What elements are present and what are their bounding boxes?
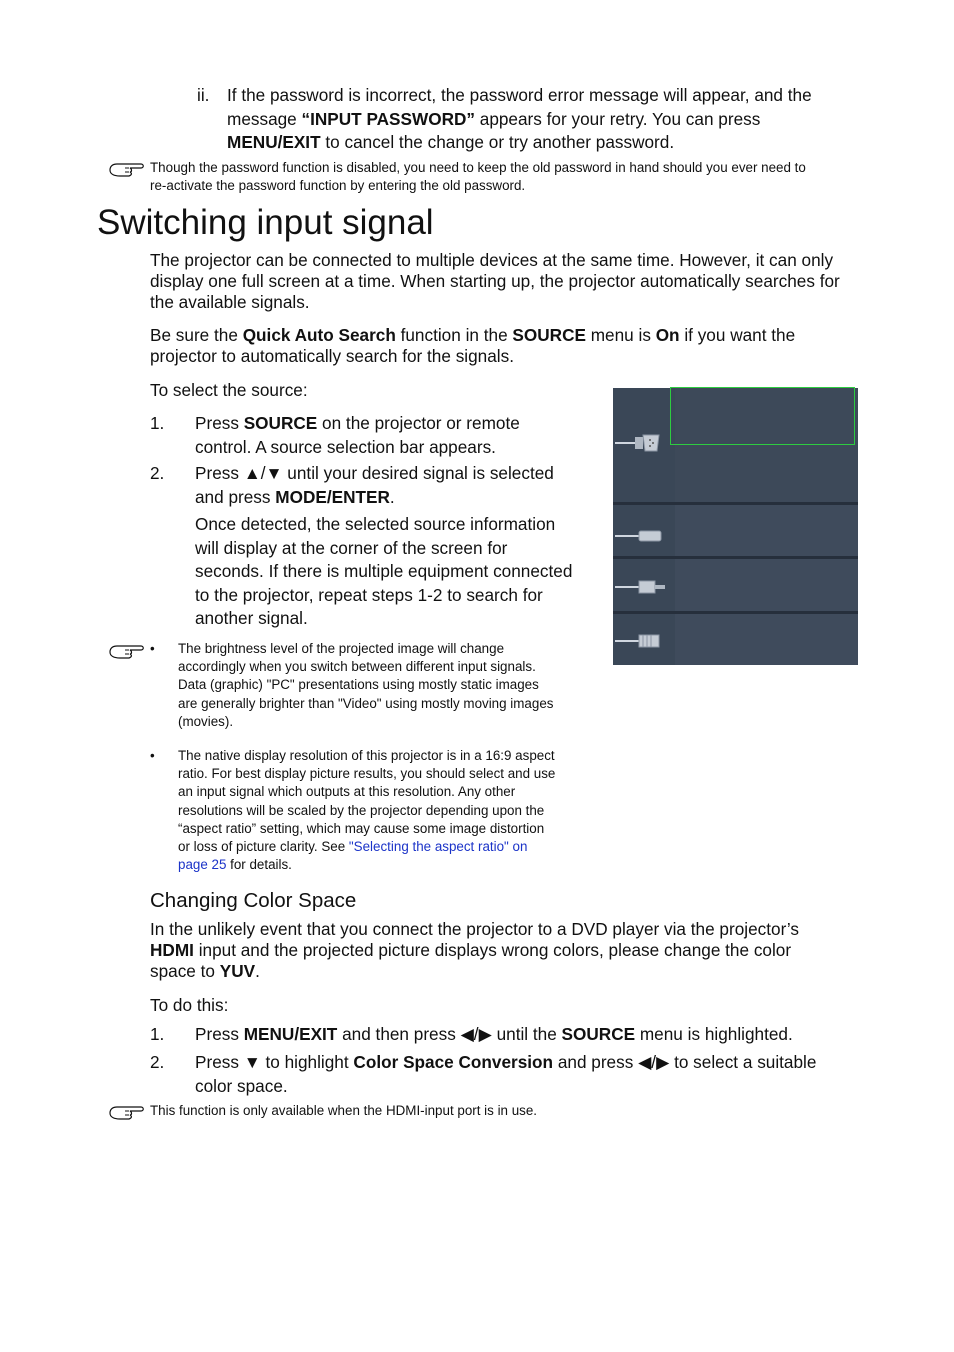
step-2-line1 xyxy=(195,462,595,486)
intro-line: the available signals. xyxy=(150,291,310,312)
note-line: The native display resolution of this projector is in a 16:9 aspect xyxy=(178,748,555,763)
color-step-2-line1 xyxy=(195,1051,875,1075)
note-line: are generally brighter than "Video" using mostly moving images xyxy=(178,695,554,711)
color-space-paragraph xyxy=(150,919,870,981)
text-span: to select a suitable xyxy=(669,1052,817,1072)
text-span: and then press xyxy=(337,1024,461,1044)
section-subheading: Changing Color Space xyxy=(150,889,357,912)
page-title: Switching input signal xyxy=(97,203,434,242)
menu-exit-term: MENU/EXIT xyxy=(243,1024,338,1044)
pointing-hand-note-icon xyxy=(108,160,146,180)
text-span: menu is highlighted. xyxy=(635,1024,793,1044)
step-1-line1 xyxy=(195,412,595,436)
text-span: appears for your retry. You can press xyxy=(474,108,761,129)
up-down-arrows-icon: ▲/▼ xyxy=(243,463,283,483)
quick-auto-search-term: Quick Auto Search xyxy=(242,325,396,345)
step-1-text xyxy=(195,412,595,459)
selected-source-highlight xyxy=(670,387,855,445)
step-1-line2: control. A source selection bar appears. xyxy=(195,436,496,457)
text-span: Press xyxy=(195,1052,244,1072)
text-span: until your desired signal is selected xyxy=(282,463,554,483)
source-term: SOURCE xyxy=(561,1024,636,1044)
step-2-detail xyxy=(195,513,595,631)
list-marker-ii: ii. xyxy=(197,85,210,105)
on-term: On xyxy=(655,325,680,345)
note-line: ratio. For best display picture results, you should select and use xyxy=(178,766,556,782)
text-span: Be sure the xyxy=(150,325,243,345)
vga-connector-icon xyxy=(615,432,669,454)
detail-line: Once detected, the selected source information xyxy=(195,514,556,534)
text-span: or loss of picture clarity. See xyxy=(178,839,349,855)
step-2-text xyxy=(195,462,595,631)
note-line: Data (graphic) "PC" presentations using mostly static images xyxy=(178,677,539,693)
text-span: input and the projected picture displays wrong colors, please change the color xyxy=(193,939,792,960)
video-connector-icon xyxy=(615,576,669,598)
note-line: Though the password function is disabled, you need to keep the old password in hand should you ever need to xyxy=(150,160,806,175)
intro-line: display one full screen at a time. When starting up, the projector automatically searches for xyxy=(150,270,840,291)
detail-line: to the projector, repeat steps 1-2 to search for xyxy=(195,584,543,605)
source-term: SOURCE xyxy=(512,325,586,345)
left-right-arrows-icon: ◀/▶ xyxy=(638,1052,670,1072)
step-number: 2. xyxy=(150,463,165,483)
left-right-arrows-icon: ◀/▶ xyxy=(460,1024,492,1044)
text-span: Press xyxy=(195,463,244,483)
color-line xyxy=(150,940,870,961)
step-number: 1. xyxy=(150,413,165,433)
note-line xyxy=(178,838,598,856)
note-line: (movies). xyxy=(178,713,234,729)
pointing-hand-note-icon xyxy=(108,1103,146,1123)
down-arrow-icon: ▼ xyxy=(243,1052,261,1072)
text-span: to cancel the change or try another password. xyxy=(320,132,675,152)
to-select-label: To select the source: xyxy=(150,380,308,400)
step-number: 1. xyxy=(150,1024,165,1044)
note-password-text xyxy=(150,159,870,195)
native-resolution-note-text xyxy=(178,747,598,874)
hdmi-term: HDMI xyxy=(150,939,194,960)
color-step-1-text xyxy=(195,1023,875,1047)
text-span: . xyxy=(389,486,395,507)
note-line: “aspect ratio” setting, which may cause some image distortion xyxy=(178,820,545,836)
sure-line1 xyxy=(150,325,870,346)
top-item-line3 xyxy=(227,131,867,155)
note-line: accordingly when you switch between different input signals. xyxy=(178,659,536,675)
color-line xyxy=(150,961,870,982)
source-term: SOURCE xyxy=(243,413,318,433)
mode-enter-term: MODE/ENTER xyxy=(275,486,390,507)
text-span: on the projector or remote xyxy=(317,413,520,433)
detail-line: another signal. xyxy=(195,608,308,628)
aspect-ratio-page-link[interactable]: page 25 xyxy=(178,857,227,873)
source-selection-bar-image xyxy=(613,388,858,665)
source-divider xyxy=(613,502,858,505)
note-line xyxy=(178,856,598,874)
source-row-3 xyxy=(675,559,858,611)
hdmi-note-text: This function is only available when the HDMI-input port is in use. xyxy=(150,1103,538,1118)
detail-line: seconds. If there is multiple equipment connected xyxy=(195,561,573,581)
top-item-line1: If the password is incorrect, the password error message will appear, and the xyxy=(227,85,812,105)
s-video-connector-icon xyxy=(615,630,669,652)
source-row-4 xyxy=(675,614,858,665)
color-step-2-text xyxy=(195,1051,875,1098)
menu-exit-term: MENU/EXIT xyxy=(227,132,321,152)
step-number: 2. xyxy=(150,1052,165,1072)
text-span: and press xyxy=(553,1052,639,1072)
text-span: . xyxy=(255,960,260,981)
text-span: function in the xyxy=(395,325,513,345)
input-password-term: “INPUT PASSWORD” xyxy=(301,108,475,129)
bullet-marker: • xyxy=(150,748,155,763)
source-divider xyxy=(613,611,858,614)
text-span: to highlight xyxy=(260,1052,354,1072)
quick-auto-search-paragraph xyxy=(150,325,870,367)
bullet-marker: • xyxy=(150,641,155,656)
step-2-line2 xyxy=(195,486,595,510)
brightness-note-text xyxy=(178,640,598,731)
detail-line: will display at the corner of the screen for xyxy=(195,537,508,558)
color-step-2-line2: color space. xyxy=(195,1075,288,1096)
source-row-2 xyxy=(675,505,858,556)
text-span: if you want the xyxy=(679,325,796,345)
text-span: for details. xyxy=(226,857,292,873)
text-span: menu is xyxy=(585,325,656,345)
note-line: resolutions will be scaled by the projector depending upon the xyxy=(178,802,545,818)
text-span: and press xyxy=(195,486,276,507)
color-space-conversion-term: Color Space Conversion xyxy=(353,1052,554,1072)
intro-paragraph xyxy=(150,250,870,312)
note-line: an input signal which outputs at this resolution. Any other xyxy=(178,784,516,800)
text-span: until the xyxy=(491,1024,562,1044)
text-span: Press xyxy=(195,1024,244,1044)
to-do-label: To do this: xyxy=(150,995,229,1015)
intro-line: The projector can be connected to multiple devices at the same time. However, it can only xyxy=(150,250,834,270)
note-line: re-activate the password function by entering the old password. xyxy=(150,178,526,194)
note-line: The brightness level of the projected image will change xyxy=(178,641,505,656)
text-span: space to xyxy=(150,960,220,981)
sure-line2: projector to automatically search for the signals. xyxy=(150,345,514,366)
color-line: In the unlikely event that you connect the projector to a DVD player via the projector’s xyxy=(150,919,800,939)
aspect-ratio-link[interactable]: "Selecting the aspect ratio" on xyxy=(348,839,528,855)
top-item-text xyxy=(227,84,867,155)
yuv-term: YUV xyxy=(219,960,256,981)
top-item-line2 xyxy=(227,108,867,132)
pointing-hand-note-icon xyxy=(108,642,146,662)
hdmi-connector-icon xyxy=(615,525,669,547)
text-span: message xyxy=(227,108,302,129)
source-divider xyxy=(613,556,858,559)
text-span: Press xyxy=(195,413,244,433)
